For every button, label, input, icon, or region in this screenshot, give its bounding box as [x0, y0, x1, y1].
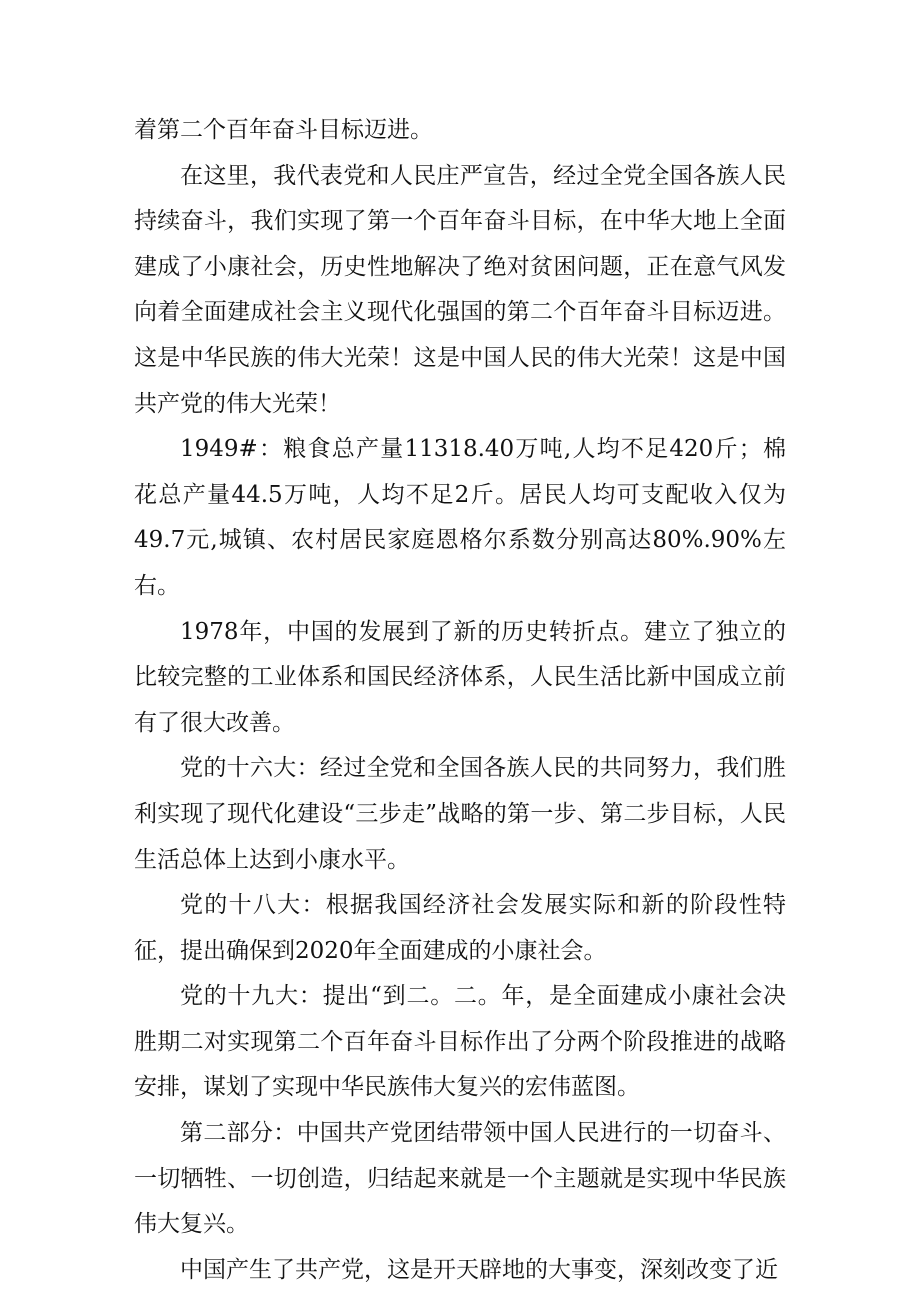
paragraph-19th-congress: 党的十九大：提出“到二。二。年，是全面建成小康社会决胜期二对实现第二个百年奋斗目标作出了分两个阶段推进的战略安排，谋划了实现中华民族伟大复兴的宏伟蓝图。 — [134, 983, 786, 1101]
paragraph-18th-congress: 党的十八大：根据我国经济社会发展实际和新的阶段性特征，提出确保到2020年全面建成的小康社会。 — [134, 892, 786, 964]
paragraph-communist-party: 中国产生了共产党，这是开天辟地的大事变，深刻改变了近 — [180, 1256, 778, 1283]
paragraph-part-two: 第二部分：中国共产党团结带领中国人民进行的一切奋斗、一切牺牲、一切创造，归结起来就是一个主题就是实现中华民族伟大复兴。 — [134, 1120, 786, 1238]
paragraph-declaration: 在这里，我代表党和人民庄严宣告，经过全党全国各族人民持续奋斗，我们实现了第一个百年奋斗目标，在中华大地上全面建成了小康社会，历史性地解决了绝对贫困问题，正在意气风发向着全面建成社会主义现代化强国的第二个百年奋斗目标迈进。这是中华民族的伟大光荣！这是中国人民的伟大光荣！这是中国共产党的伟大光荣！ — [134, 162, 786, 417]
paragraph-1978: 1978年，中国的发展到了新的历史转折点。建立了独立的比较完整的工业体系和国民经济体系，人民生活比新中国成立前有了很大改善。 — [134, 618, 786, 736]
paragraph-16th-congress: 党的十六大：经过全党和全国各族人民的共同努力，我们胜利实现了现代化建设“三步走”战略的第一步、第二步目标，人民生活总体上达到小康水平。 — [134, 755, 786, 873]
paragraph-1949: 1949#：粮食总产量11318.40万吨,人均不足420斤；棉花总产量44.5万吨，人均不足2斤。居民人均可支配收入仅为49.7元,城镇、农村居民家庭恩格尔系数分别高达80%.90%左右。 — [134, 436, 786, 599]
document-body — [134, 108, 786, 1293]
paragraph-continuation: 着第二个百年奋斗目标迈进。 — [134, 117, 433, 143]
